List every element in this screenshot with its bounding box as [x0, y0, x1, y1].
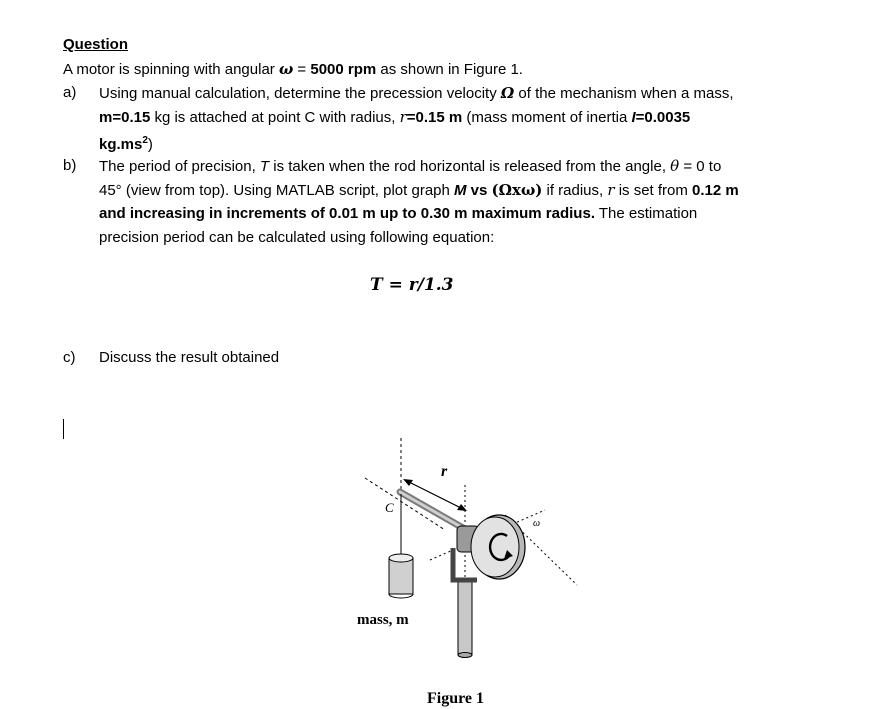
motor-speed: 5000 rpm	[310, 61, 377, 78]
vs-text: vs	[466, 182, 492, 199]
figure-label-omega: ω	[533, 518, 541, 529]
part-b-line1	[99, 157, 721, 176]
inertia-symbol: I	[631, 109, 636, 126]
part-b-text: = 0 to	[679, 158, 722, 175]
product-term: (Ωxω)	[491, 181, 543, 199]
intro-text: A motor is spinning with angular	[63, 61, 279, 78]
figure-label-r: r	[441, 463, 448, 480]
period-symbol: T	[259, 158, 270, 175]
part-c-text: Discuss the result obtained	[99, 349, 280, 366]
radius-symbol: r	[399, 108, 407, 126]
part-b-line3	[99, 205, 697, 223]
gyroscope-figure	[345, 430, 585, 660]
part-a-line1	[99, 84, 734, 103]
radius-value: =0.15 m	[406, 109, 463, 126]
moment-symbol: M	[454, 182, 467, 199]
theta-symbol: θ	[670, 157, 680, 175]
mass-value: m=0.15	[99, 109, 151, 126]
part-a-label: a)	[63, 84, 77, 101]
figure-label-mass: mass, m	[357, 612, 409, 628]
part-a-line2	[99, 108, 690, 127]
text-cursor	[63, 419, 64, 439]
part-b-text: The estimation	[594, 205, 698, 222]
unit-exponent: 2	[142, 135, 148, 146]
part-a-text: kg is attached at point C with radius,	[150, 109, 400, 126]
radius-range: and increasing in increments of 0.01 m up to 0.30 m maximum radius.	[99, 205, 595, 222]
figure-caption: Figure 1	[427, 690, 485, 707]
inertia-unit: kg.ms	[99, 136, 143, 153]
part-b-text: The period of precision,	[99, 158, 260, 175]
intro-suffix: as shown in Figure 1.	[376, 61, 523, 78]
part-b-line2	[99, 181, 739, 200]
part-a-line3	[99, 132, 153, 154]
radius-start: 0.12 m	[692, 182, 739, 199]
part-a-text: of the mechanism when a mass,	[514, 85, 734, 102]
part-b-text: 45° (view from top). Using MATLAB script, plot graph	[99, 182, 455, 199]
part-c-label: c)	[63, 349, 76, 366]
question-heading: Question	[63, 36, 129, 53]
radius-symbol: r	[607, 181, 615, 199]
part-a-text: Using manual calculation, determine the precession velocity	[99, 85, 501, 102]
equals-sign: =	[293, 61, 311, 78]
part-a-text: (mass moment of inertia	[462, 109, 632, 126]
part-b-label: b)	[63, 157, 77, 174]
period-equation: T = r/1.3	[370, 275, 454, 295]
close-paren: )	[147, 136, 153, 153]
precession-symbol: Ω	[500, 84, 515, 102]
part-b-line4: precision period can be calculated using following equation:	[99, 229, 495, 246]
inertia-value: =0.0035	[635, 109, 691, 126]
part-b-text: is set from	[614, 182, 693, 199]
part-b-text: if radius,	[542, 182, 608, 199]
omega-symbol: ω	[278, 60, 294, 78]
part-b-text: is taken when the rod horizontal is released from the angle,	[269, 158, 671, 175]
intro-line	[63, 60, 523, 79]
figure-label-c: C	[385, 500, 394, 515]
